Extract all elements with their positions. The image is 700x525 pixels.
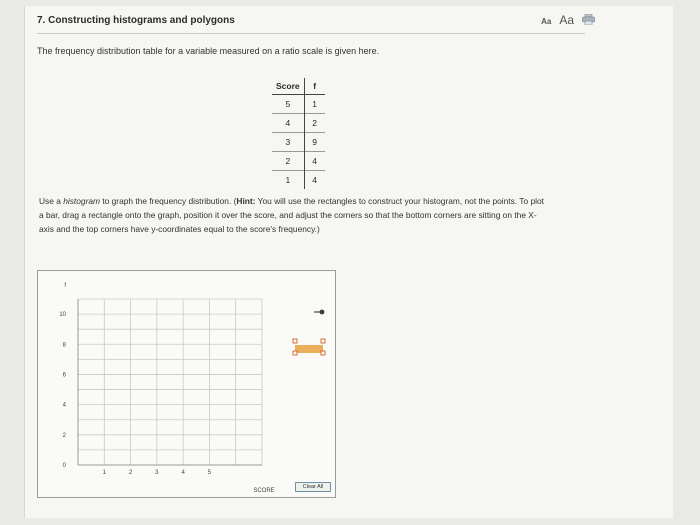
instructions-part-3: You will use the rectangles to construct your histogram, not the points. To plot a bar, drag a rectangle onto the graph, position it over the score, and adjust the corners so that the bottom corners are sitting on the X-axis and the top corners have y-coordinates equal to the score's frequency.) bbox=[39, 196, 544, 234]
x-axis-label: SCORE bbox=[253, 488, 275, 494]
table-row bbox=[272, 95, 325, 114]
score-cell: 5 bbox=[272, 95, 304, 114]
rectangle-tool-icon[interactable] bbox=[295, 345, 323, 353]
font-size-large-button[interactable]: Aa bbox=[559, 13, 574, 27]
clear-all-button[interactable]: Clear All bbox=[295, 482, 331, 492]
y-tick-label: 10 bbox=[59, 312, 66, 319]
x-tick-label: 2 bbox=[128, 470, 133, 476]
score-cell: 2 bbox=[272, 152, 304, 171]
frequency-cell: 9 bbox=[304, 133, 325, 152]
score-column-header: Score bbox=[272, 78, 304, 95]
instructions-text bbox=[39, 194, 549, 236]
rectangle-corner-handle[interactable] bbox=[321, 351, 325, 355]
y-tick-label: 6 bbox=[62, 372, 66, 379]
y-axis-label: f bbox=[64, 283, 66, 289]
y-tick-label: 8 bbox=[62, 342, 66, 349]
histogram-canvas[interactable] bbox=[38, 271, 335, 497]
frequency-cell: 2 bbox=[304, 114, 325, 133]
y-tick-label: 2 bbox=[62, 432, 66, 439]
y-tick-label: 4 bbox=[62, 402, 66, 409]
point-tool-icon[interactable] bbox=[320, 310, 325, 315]
rectangle-corner-handle[interactable] bbox=[321, 339, 325, 343]
x-tick-label: 5 bbox=[207, 470, 212, 476]
frequency-column-header: f bbox=[304, 78, 325, 95]
frequency-cell: 4 bbox=[304, 152, 325, 171]
score-cell: 1 bbox=[272, 171, 304, 190]
rectangle-corner-handle[interactable] bbox=[293, 351, 297, 355]
graph-labels bbox=[59, 283, 274, 494]
question-title: 7. Constructing histograms and polygons bbox=[37, 15, 235, 26]
question-intro: The frequency distribution table for a variable measured on a ratio scale is given here. bbox=[37, 46, 380, 56]
frequency-cell: 4 bbox=[304, 171, 325, 190]
table-row bbox=[272, 152, 325, 171]
graph-grid bbox=[78, 299, 262, 465]
rectangle-corner-handle[interactable] bbox=[293, 339, 297, 343]
x-tick-label: 1 bbox=[102, 470, 106, 476]
score-cell: 4 bbox=[272, 114, 304, 133]
y-tick-label: 0 bbox=[62, 463, 66, 469]
question-page bbox=[24, 6, 673, 518]
table-row bbox=[272, 171, 325, 190]
x-tick-label: 4 bbox=[181, 470, 185, 476]
score-cell: 3 bbox=[272, 133, 304, 152]
instructions-part-1: Use a bbox=[39, 196, 64, 206]
graph-tools bbox=[293, 310, 325, 355]
table-row bbox=[272, 133, 325, 152]
printer-icon[interactable] bbox=[582, 14, 595, 25]
frequency-table bbox=[272, 78, 325, 189]
hint-label: Hint: bbox=[236, 196, 256, 206]
font-size-small-button[interactable]: Aa bbox=[541, 17, 552, 26]
histogram-term: histogram bbox=[63, 196, 100, 206]
instructions-part-2: to graph the frequency distribution. ( bbox=[100, 196, 237, 206]
x-tick-label: 3 bbox=[155, 470, 159, 476]
table-header-row bbox=[272, 78, 325, 95]
histogram-graph-panel[interactable] bbox=[37, 270, 336, 498]
frequency-cell: 1 bbox=[304, 95, 325, 114]
header-divider bbox=[37, 33, 585, 34]
font-size-controls bbox=[541, 13, 595, 27]
table-row bbox=[272, 114, 325, 133]
